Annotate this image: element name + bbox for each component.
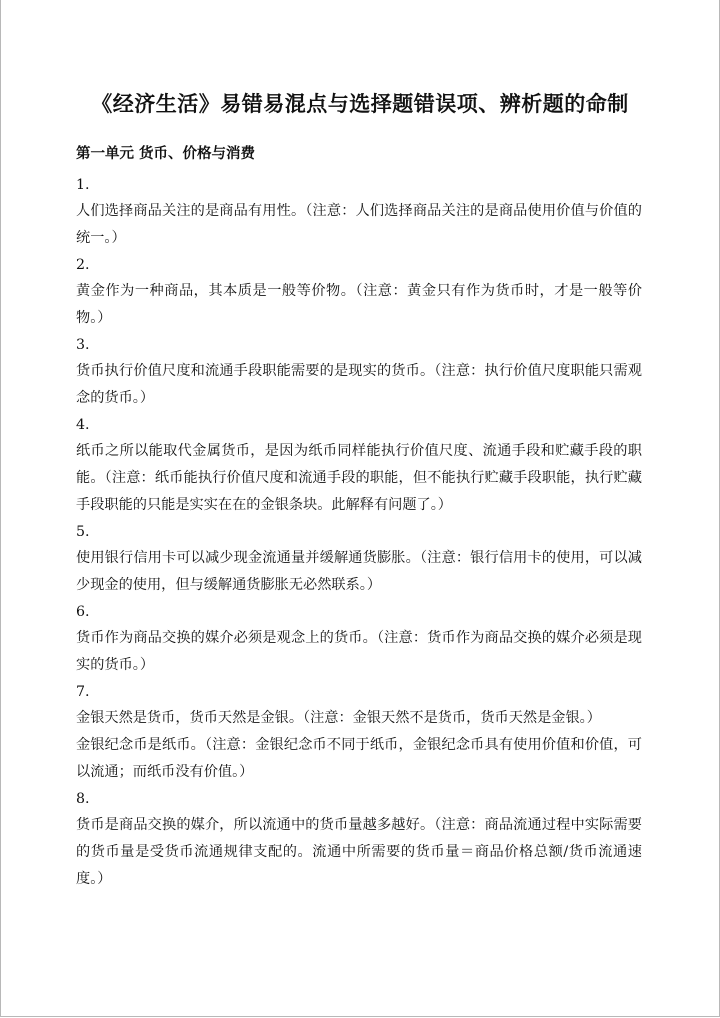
item-number: 2. [76, 257, 90, 273]
item-text: 纸币之所以能取代金属货币，是因为纸币同样能执行价值尺度、流通手段和贮藏手段的职能。（注意：纸币能执行价值尺度和流通手段的职能，但不能执行贮藏手段职能，执行贮藏手段职能的只能是实实在在的金银条块。此解释有问题了。） [76, 443, 642, 513]
item-text: 黄金作为一种商品，其本质是一般等价物。（注意：黄金只有作为货币时，才是一般等价物。） [76, 283, 642, 326]
item-number: 7. [76, 684, 90, 700]
list-item [76, 599, 642, 679]
item-text: 货币是商品交换的媒介，所以流通中的货币量越多越好。（注意：商品流通过程中实际需要的货币量是受货币流通规律支配的。流通中所需要的货币量＝商品价格总额/货币流通速度。） [76, 817, 642, 887]
document-title: 《经济生活》易错易混点与选择题错误项、辨析题的命制 [91, 91, 629, 116]
item-number: 8. [76, 791, 90, 807]
item-number: 4. [76, 417, 90, 433]
item-number: 1. [76, 177, 90, 193]
list-item [76, 332, 642, 412]
item-text: 使用银行信用卡可以减少现金流通量并缓解通货膨胀。（注意：银行信用卡的使用，可以减少现金的使用，但与缓解通货膨胀无必然联系。） [76, 550, 642, 593]
item-number: 6. [76, 604, 90, 620]
item-text: 货币作为商品交换的媒介必须是观念上的货币。（注意：货币作为商品交换的媒介必须是现实的货币。） [76, 630, 642, 673]
item-text: 金银纪念币是纸币。（注意：金银纪念币不同于纸币，金银纪念币具有使用价值和价值，可以流通；而纸币没有价值。） [76, 737, 642, 780]
document-body [76, 172, 642, 893]
list-item [76, 679, 642, 786]
item-number: 5. [76, 524, 90, 540]
list-item [76, 519, 642, 599]
list-item [76, 412, 642, 519]
item-text: 人们选择商品关注的是商品有用性。（注意：人们选择商品关注的是商品使用价值与价值的统一。） [76, 203, 642, 246]
list-item [76, 172, 642, 252]
item-number: 3. [76, 337, 90, 353]
item-text: 金银天然是货币，货币天然是金银。（注意：金银天然不是货币，货币天然是金银。） [76, 710, 601, 726]
item-text: 货币执行价值尺度和流通手段职能需要的是现实的货币。（注意：执行价值尺度职能只需观念的货币。） [76, 363, 642, 406]
section-heading: 第一单元 货币、价格与消费 [76, 145, 256, 162]
list-item [76, 252, 642, 332]
list-item [76, 786, 642, 893]
